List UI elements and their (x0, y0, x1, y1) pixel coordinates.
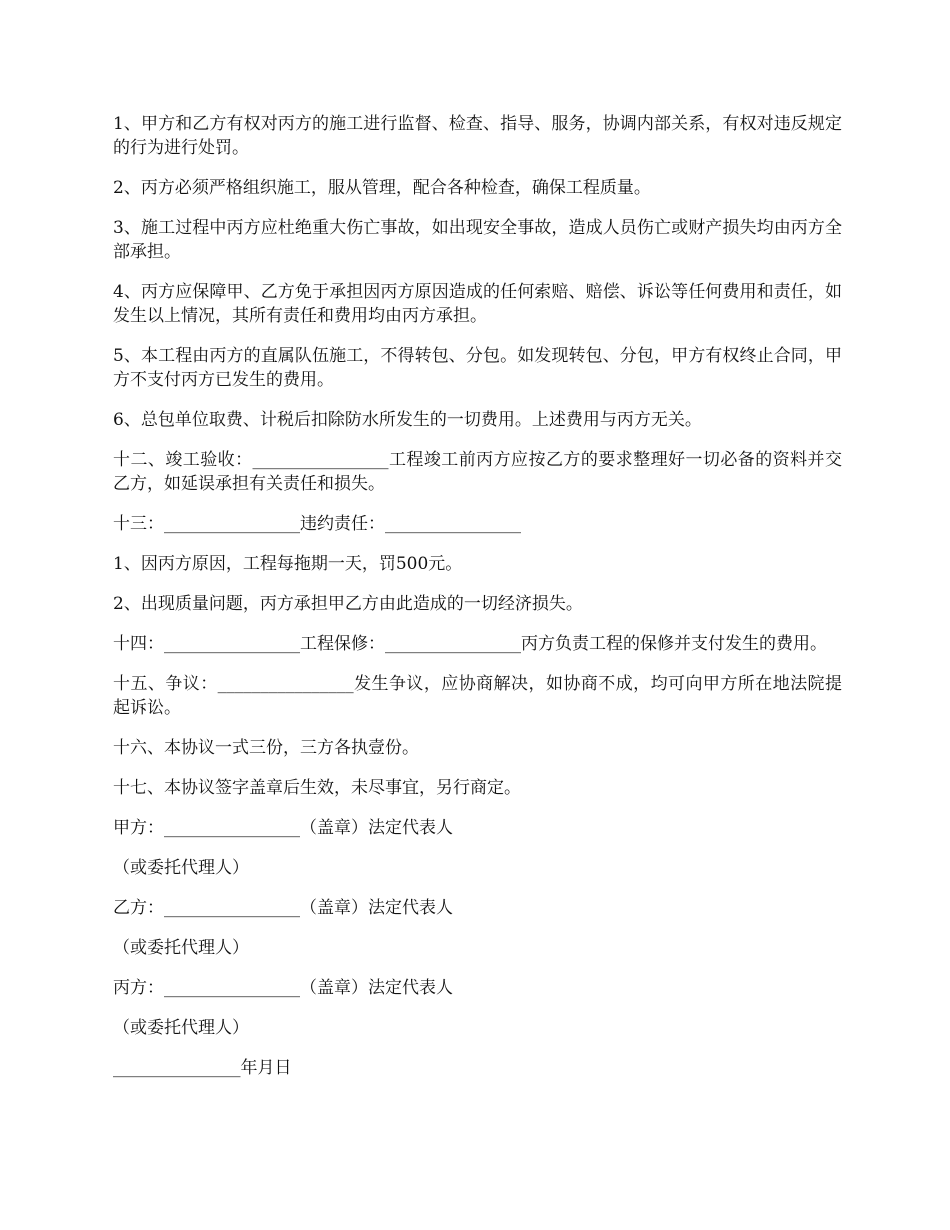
clause-2-organization: 2、丙方必须严格组织施工，服从管理，配合各种检查，确保工程质量。 (113, 178, 651, 198)
section-17-effect: 十七、本协议签字盖章后生效，未尽事宜，另行商定。 (113, 778, 521, 798)
signature-party-c-agent: （或委托代理人） (113, 1018, 249, 1038)
section-12-acceptance: 十二、竣工验收：________________工程竣工前丙方应按乙方的要求整理好一切必备的资料并交乙方，如延误承担有关责任和损失。 (113, 450, 842, 494)
signature-party-a-agent: （或委托代理人） (113, 858, 249, 878)
clause-3-safety: 3、施工过程中丙方应杜绝重大伤亡事故，如出现安全事故，造成人员伤亡或财产损失均由丙方全部承担。 (113, 218, 842, 262)
signature-party-c: 丙方：________________（盖章）法定代表人 (113, 978, 453, 998)
signature-party-b: 乙方：________________（盖章）法定代表人 (113, 898, 453, 918)
clause-6-fees: 6、总包单位取费、计税后扣除防水所发生的一切费用。上述费用与丙方无关。 (113, 410, 702, 430)
clause-5-subcontracting: 5、本工程由丙方的直属队伍施工，不得转包、分包。如发现转包、分包，甲方有权终止合同，甲方不支付丙方已发生的费用。 (113, 346, 842, 390)
liability-item-1: 1、因丙方原因，工程每拖期一天，罚500元。 (113, 554, 463, 574)
clause-4-indemnity: 4、丙方应保障甲、乙方免于承担因丙方原因造成的任何索赔、赔偿、诉讼等任何费用和责任，如发生以上情况，其所有责任和费用均由丙方承担。 (113, 282, 842, 326)
liability-item-2: 2、出现质量问题，丙方承担甲乙方由此造成的一切经济损失。 (113, 594, 583, 614)
section-16-copies: 十六、本协议一式三份，三方各执壹份。 (113, 738, 419, 758)
signature-party-b-agent: （或委托代理人） (113, 938, 249, 958)
signature-date: _______________年月日 (113, 1058, 292, 1078)
clause-1-supervision: 1、甲方和乙方有权对丙方的施工进行监督、检查、指导、服务，协调内部关系，有权对违反规定的行为进行处罚。 (113, 114, 842, 158)
section-15-dispute: 十五、争议：________________发生争议，应协商解决，如协商不成，均可向甲方所在地法院提起诉讼。 (113, 674, 842, 718)
section-14-warranty: 十四：________________工程保修：________________丙方负责工程的保修并支付发生的费用。 (113, 634, 827, 654)
signature-party-a: 甲方：________________（盖章）法定代表人 (113, 818, 453, 838)
section-13-liability: 十三：________________违约责任：________________ (113, 514, 521, 534)
